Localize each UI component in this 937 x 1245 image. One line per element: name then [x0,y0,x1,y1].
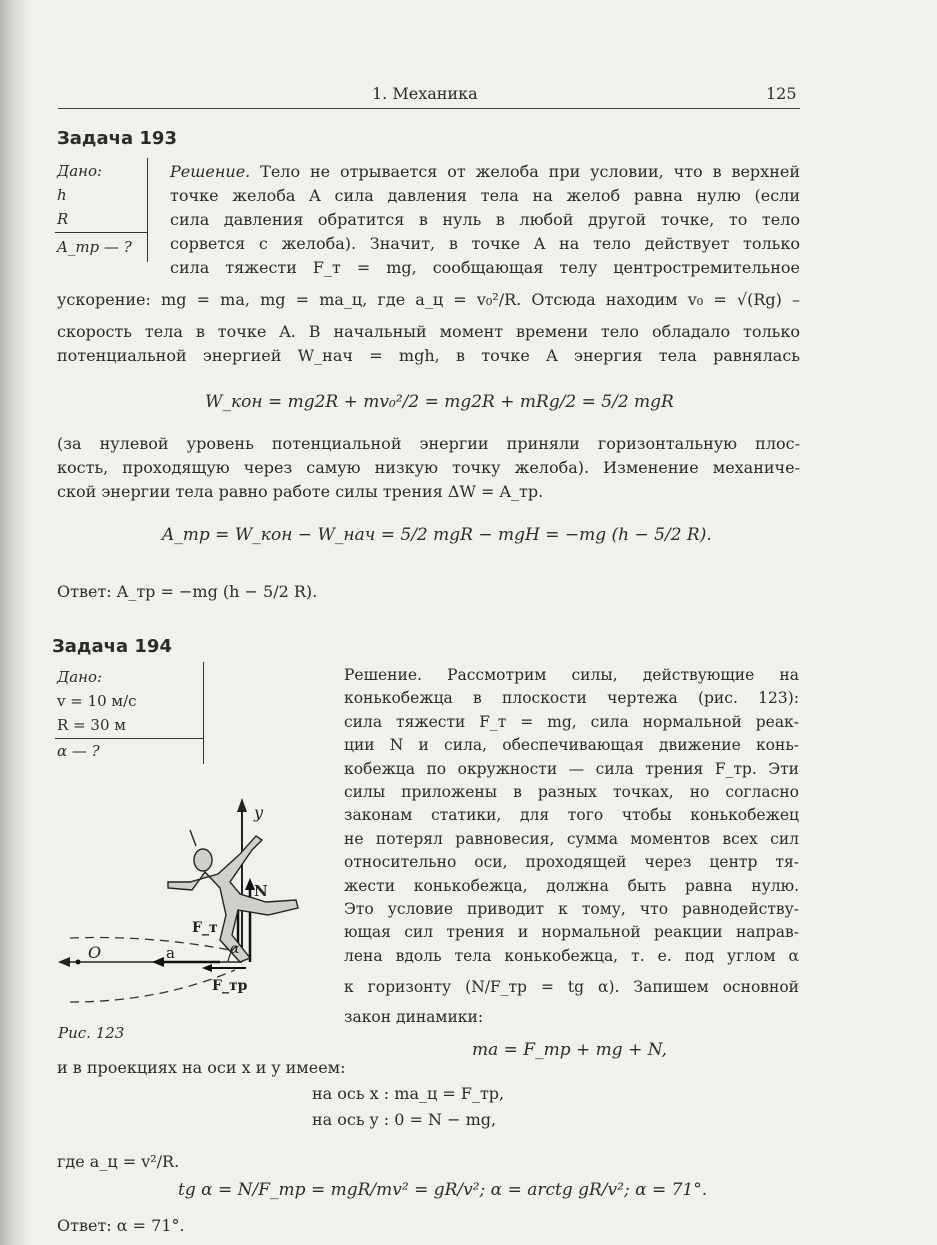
sol194-line-14: к горизонту (N/F_тр = tg α). Запишем основной [344,978,799,997]
sol194-line-3: сила тяжести F_т = mg, сила нормальной реак- [344,712,799,731]
given-vertical-rule [147,158,148,262]
sol194-line-10: жести конькобежца, должна быть равна нулю. [344,876,799,895]
track-arc-lower [70,970,235,1002]
skater-figure [40,790,340,1030]
sol194-line-12: ющая сил трения и нормальной реакции направ- [344,923,799,942]
formula-work-friction: A_тр = W_кон − W_нач = 5/2 mgR − mgH = −mg (h − 5/2 R). [162,525,712,545]
problem-193-title: Задача 193 [57,128,177,149]
solution-line-7: скорость тела в точке A. В начальный момент времени тело обладало только [57,322,800,341]
para2-line-2: кость, проходящую через самую низкую точку желоба). Изменение механиче- [57,458,800,477]
page-number: 125 [766,84,797,103]
sol194-line-13: лена вдоль тела конькобежца, т. е. под углом α [344,946,799,965]
given-radius: R = 30 м [57,716,126,734]
label-N: N [254,882,268,900]
given-h: h [57,186,67,204]
para2-line-1: (за нулевой уровень потенциальной энергии приняли горизонтальную плос- [57,434,800,453]
solution-line-4: сорвется с желоба). Значит, в точке A на тело действует только [170,234,800,253]
sol194-line-2: конькобежца в плоскости чертежа (рис. 123): [344,689,799,708]
given-vertical-rule-194 [203,662,204,764]
given-label-194: Дано: [57,668,103,686]
label-alpha: α [230,941,240,957]
book-spine-shadow [0,0,30,1245]
sol194-line-5: кобежца по окружности — сила трения F_тр. Эти [344,759,799,778]
problem-193-paragraph-2 [57,432,800,504]
problem-194-answer: Ответ: α = 71°. [57,1216,185,1235]
final-angle-formula: tg α = N/F_тр = mgR/mv² = gR/v²; α = arctg gR/v²; α = 71°. [178,1180,708,1200]
header-rule [58,108,800,109]
sol194-line-8: не потерял равновесия, сумма моментов всех сил [344,829,799,848]
formula-energy-final: W_кон = mg2R + mv₀²/2 = mg2R + mRg/2 = 5/2 mgR [205,392,674,412]
given-divider [55,232,147,233]
problem-193-solution-top [170,160,800,280]
label-Ft: F_т [192,920,218,936]
figure-caption: Рис. 123 [58,1024,125,1042]
problem-193-answer: Ответ: A_тр = −mg (h − 5/2 R). [57,582,318,601]
projection-x: на ось x : ma_ц = F_тр, [312,1084,505,1103]
skater-hair-mark [190,830,196,846]
projection-intro: и в проекциях на оси x и y имеем: [57,1058,346,1077]
given-R: R [57,210,69,228]
label-Ftr: F_тр [212,978,248,994]
solution-line-1: Решение. Тело не отрывается от желоба при условии, что в верхней [170,162,800,181]
where-acceleration: где a_ц = v²/R. [57,1152,180,1171]
sol194-line-4: ции N и сила, обеспечивающая движение конь- [344,736,799,755]
solution-line-6: ускорение: mg = ma, mg = ma_ц, где a_ц = v₀²/R. Отсюда находим v₀ = √(Rg) – [57,290,800,309]
solution-line-2: точке желоба A сила давления тела на желоб равна нулю (если [170,186,800,205]
projection-y: на ось y : 0 = N − mg, [312,1110,497,1129]
sol194-line-15: закон динамики: [344,1007,484,1026]
sol194-line-11: Это условие приводит к тому, что равнодейству- [344,900,799,919]
para2-line-3: ской энергии тела равно работе силы трения ΔW = A_тр. [57,482,544,501]
solution-line-3: сила давления обратится в нуль в любой другой точке, то тело [170,210,800,229]
given-speed: v = 10 м/с [57,692,137,710]
given-divider-194 [55,738,203,739]
acceleration-arrowhead [152,957,164,967]
sol194-line-6: силы приложены в разных точках, но согласно [344,783,799,802]
label-a: a [166,944,175,962]
dynamics-law: ma = F_тр + mg + N, [472,1040,667,1060]
find-value: A_тр — ? [57,238,132,256]
sol194-line-1: Решение. Рассмотрим силы, действующие на [344,666,799,684]
running-header-section: 1. Механика [372,84,478,103]
sol194-line-9: относительно оси, проходящей через центр тя- [344,853,799,872]
given-label: Дано: [57,162,103,180]
sol194-line-7: законам статики, для того чтобы конькобежец [344,806,799,825]
problem-193-solution-cont [57,288,800,368]
center-point-O [76,960,81,965]
find-alpha: α — ? [57,742,100,760]
problem-194-title: Задача 194 [52,636,172,657]
skater-head [194,849,212,871]
label-y: y [254,803,264,822]
problem-194-solution [344,664,799,1029]
y-axis-arrowhead [237,798,247,812]
label-O: O [88,943,102,962]
solution-line-5: сила тяжести F_т = mg, сообщающая телу центростремительное [170,258,800,277]
horizontal-axis-arrowhead [58,957,70,967]
solution-line-8: потенциальной энергией W_нач = mgh, в точке A энергия тела равнялась [57,346,800,365]
friction-arrowhead [202,964,212,972]
